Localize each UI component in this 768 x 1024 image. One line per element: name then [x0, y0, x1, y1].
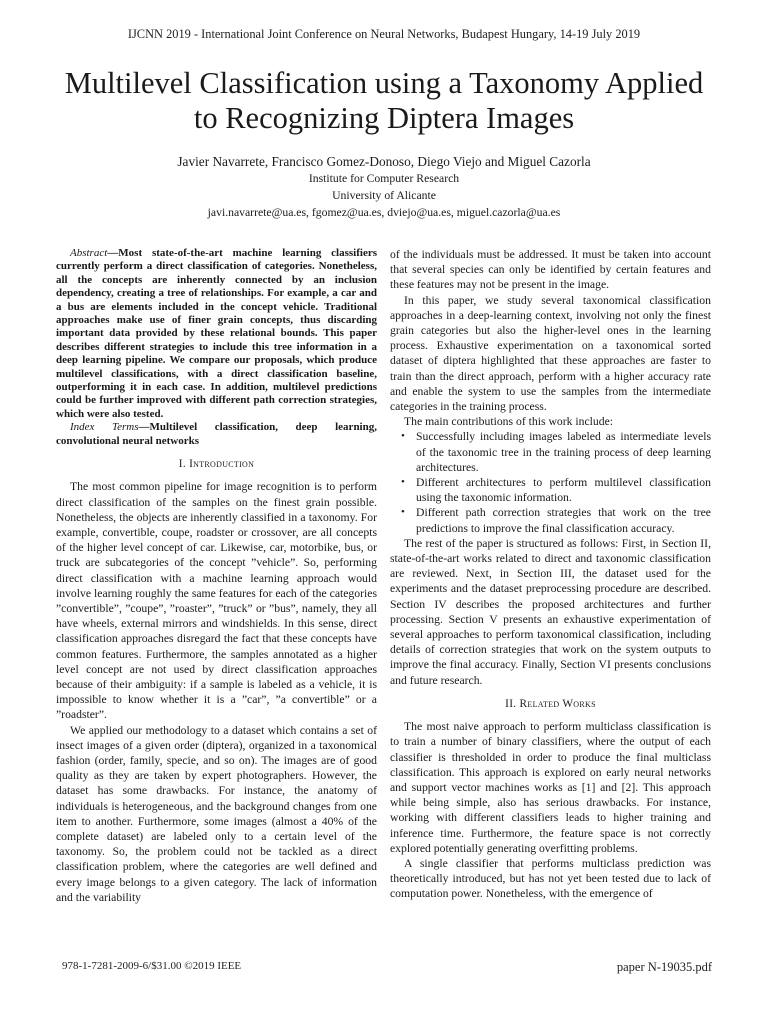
affiliation-emails: javi.navarrete@ua.es, fgomez@ua.es, dviejo@ua.es, miguel.cazorla@ua.es: [207, 206, 561, 219]
right-paragraph-3: The main contributions of this work include:: [404, 415, 614, 429]
bullet-icon: •: [401, 476, 405, 489]
footer-copyright: 978-1-7281-2009-6/$31.00 ©2019 IEEE: [62, 960, 242, 972]
list-item-text: Different path correction strategies that work on the tree predictions to improve the final classification accuracy.: [416, 506, 711, 535]
list-item: [390, 429, 711, 475]
intro-paragraph-2: We applied our methodology to a dataset which contains a set of insect images of a given order (diptera), organized in a taxonomical fashion (order, family, specie, and so on). The images are of good quality as they are taken by expert photographers. However, the dataset has some drawbacks. For instance, the anatomy of individuals is heterogeneous, and the background changes from one item to another. Furthermore, some images (almost a 40% of the complete dataset) are labeled only to a certain level of the taxonomy. So, the problem could not be tackled as a direct classification problem, where the categories are well defined and every image belongs to a given category. The lack of information and the variability: [56, 723, 377, 904]
right-paragraph-4: The rest of the paper is structured as follows: First, in Section II, state-of-the-art works related to direct and taxonomic classification are reviewed. Next, in Section III, the dataset used for the experiments and the dataset preprocessing procedure are described. Section IV describes the proposed architectures and further processing. Section V presents an exhaustive experimentation of several approaches to perform taxonomical classification, including details of correction strategies that work on the system outputs to improve the final accuracy. Finally, Section VI presents conclusions and future research.: [390, 536, 711, 687]
section-number: II.: [505, 697, 517, 710]
affiliation-institute: Institute for Computer Research: [308, 172, 460, 185]
title-line-2: to Recognizing Diptera Images: [193, 101, 575, 135]
paper-title: [30, 66, 738, 136]
left-column: [56, 247, 377, 905]
affiliation-university: University of Alicante: [332, 189, 436, 202]
footer-paper-id: paper N-19035.pdf: [616, 960, 712, 974]
abstract-label: Abstract: [70, 247, 108, 259]
section-heading-related-works: [390, 697, 711, 712]
index-terms: [56, 421, 377, 448]
related-paragraph-1: The most naive approach to perform multiclass classification is to train a number of binary classifiers, where the output of each classifier is thresholded in order to produce the final multiclass classification. This approach is explored on early neural networks and support vector machines works as [1] and [2]. This approach while being simple, also has serious drawbacks. For instance, working with different classifiers leads to higher training and inference time. Furthermore, the feature space is not correctly explored potentially generating overfitting problems.: [390, 720, 711, 855]
list-item: [390, 475, 711, 505]
section-title: Introduction: [189, 458, 255, 471]
list-item-text: Successfully including images labeled as intermediate levels of the taxonomic tree in the training process of deep learning architectures.: [416, 430, 711, 474]
bullet-icon: •: [401, 506, 405, 519]
bullet-icon: •: [401, 430, 405, 443]
intro-paragraph-1: The most common pipeline for image recognition is to perform direct classification of the samples on the finest grain possible. Nonetheless, the objects are inherently classified in a taxonomy. For example, convertible, coupe, roadster or crossover, are all concepts of the higher level concept of car. Likewise, car, motorbike, bus, or truck are subcategories of the concept ”vehicle”. So, performing direct classification with a machine learning approach would involve learning roughly the same features for each of the categories ”convertible”, ”coupe”, ”roaster”, ”truck” or ”bus”, namely, they all have wheels, external mirrors and windshields. In this sense, direct classification approaches disregard the fact that these concepts have common features. Furthermore, the samples annotated as a higher level concept are not used by direct classification approaches because of their ambiguity: if a sample is labeled as a vehicle, it is impossible to know whether it is a ”car”, ”a convertible” or a ”roadster”.: [56, 480, 377, 722]
title-line-1: Multilevel Classification using a Taxonomy Applied: [64, 66, 704, 100]
section-heading-introduction: [56, 457, 377, 472]
conference-header: IJCNN 2019 - International Joint Conference on Neural Networks, Budapest Hungary, 14-19 July 2019: [127, 27, 641, 41]
section-number: I.: [178, 458, 186, 471]
authors: Javier Navarrete, Francisco Gomez-Donoso, Diego Viejo and Miguel Cazorla: [177, 154, 591, 169]
related-paragraph-2: A single classifier that performs multiclass prediction was theoretically introduced, but has not yet been tested due to lack of computation power. Nonetheless, with the emergence of: [390, 856, 711, 901]
abstract: [56, 247, 377, 421]
abstract-text: —Most state-of-the-art machine learning classifiers currently perform a direct classification of categories. Nonetheless, all the concepts are inherently connected by an inclusion dependency, creating a tree of relationships. For example, a car and a bus are elements included in the concept vehicle. Traditional approaches make use of finer grain concepts, thus discarding important data provided by these relational bounds. This paper describes different strategies to include this tree information in a deep learning pipeline. We compare our proposals, which produce multilevel classifications, with a direct classification baseline, outperforming it in each case. In addition, multilevel predictions could be further improved with different path correction strategies, which were also tested.: [56, 247, 377, 420]
right-paragraph-1: of the individuals must be addressed. It must be taken into account that several species can only be identified by certain features and these features may not be present in the image.: [390, 248, 711, 292]
list-item: [390, 505, 711, 535]
index-terms-label: Index Terms: [70, 421, 139, 434]
list-item-text: Different architectures to perform multilevel classification using the taxonomic information.: [416, 476, 711, 505]
index-terms-text: —Multilevel classification, deep learning, convolutional neural networks: [56, 421, 377, 447]
contributions-list: [390, 429, 711, 535]
right-paragraph-2: In this paper, we study several taxonomical classification approaches in a deep-learning context, involving not only the finest grain categories but also the higher-level ones in the learning process. Exhaustive experimentation on a taxonomical sorted dataset of diptera highlighted that these approaches are faster to train than the direct approach, perform with a higher accuracy rate and enable the system to use the samples from the intermediate categories in the training process.: [390, 293, 711, 414]
right-column: [390, 247, 711, 902]
section-title: Related Works: [519, 697, 596, 710]
